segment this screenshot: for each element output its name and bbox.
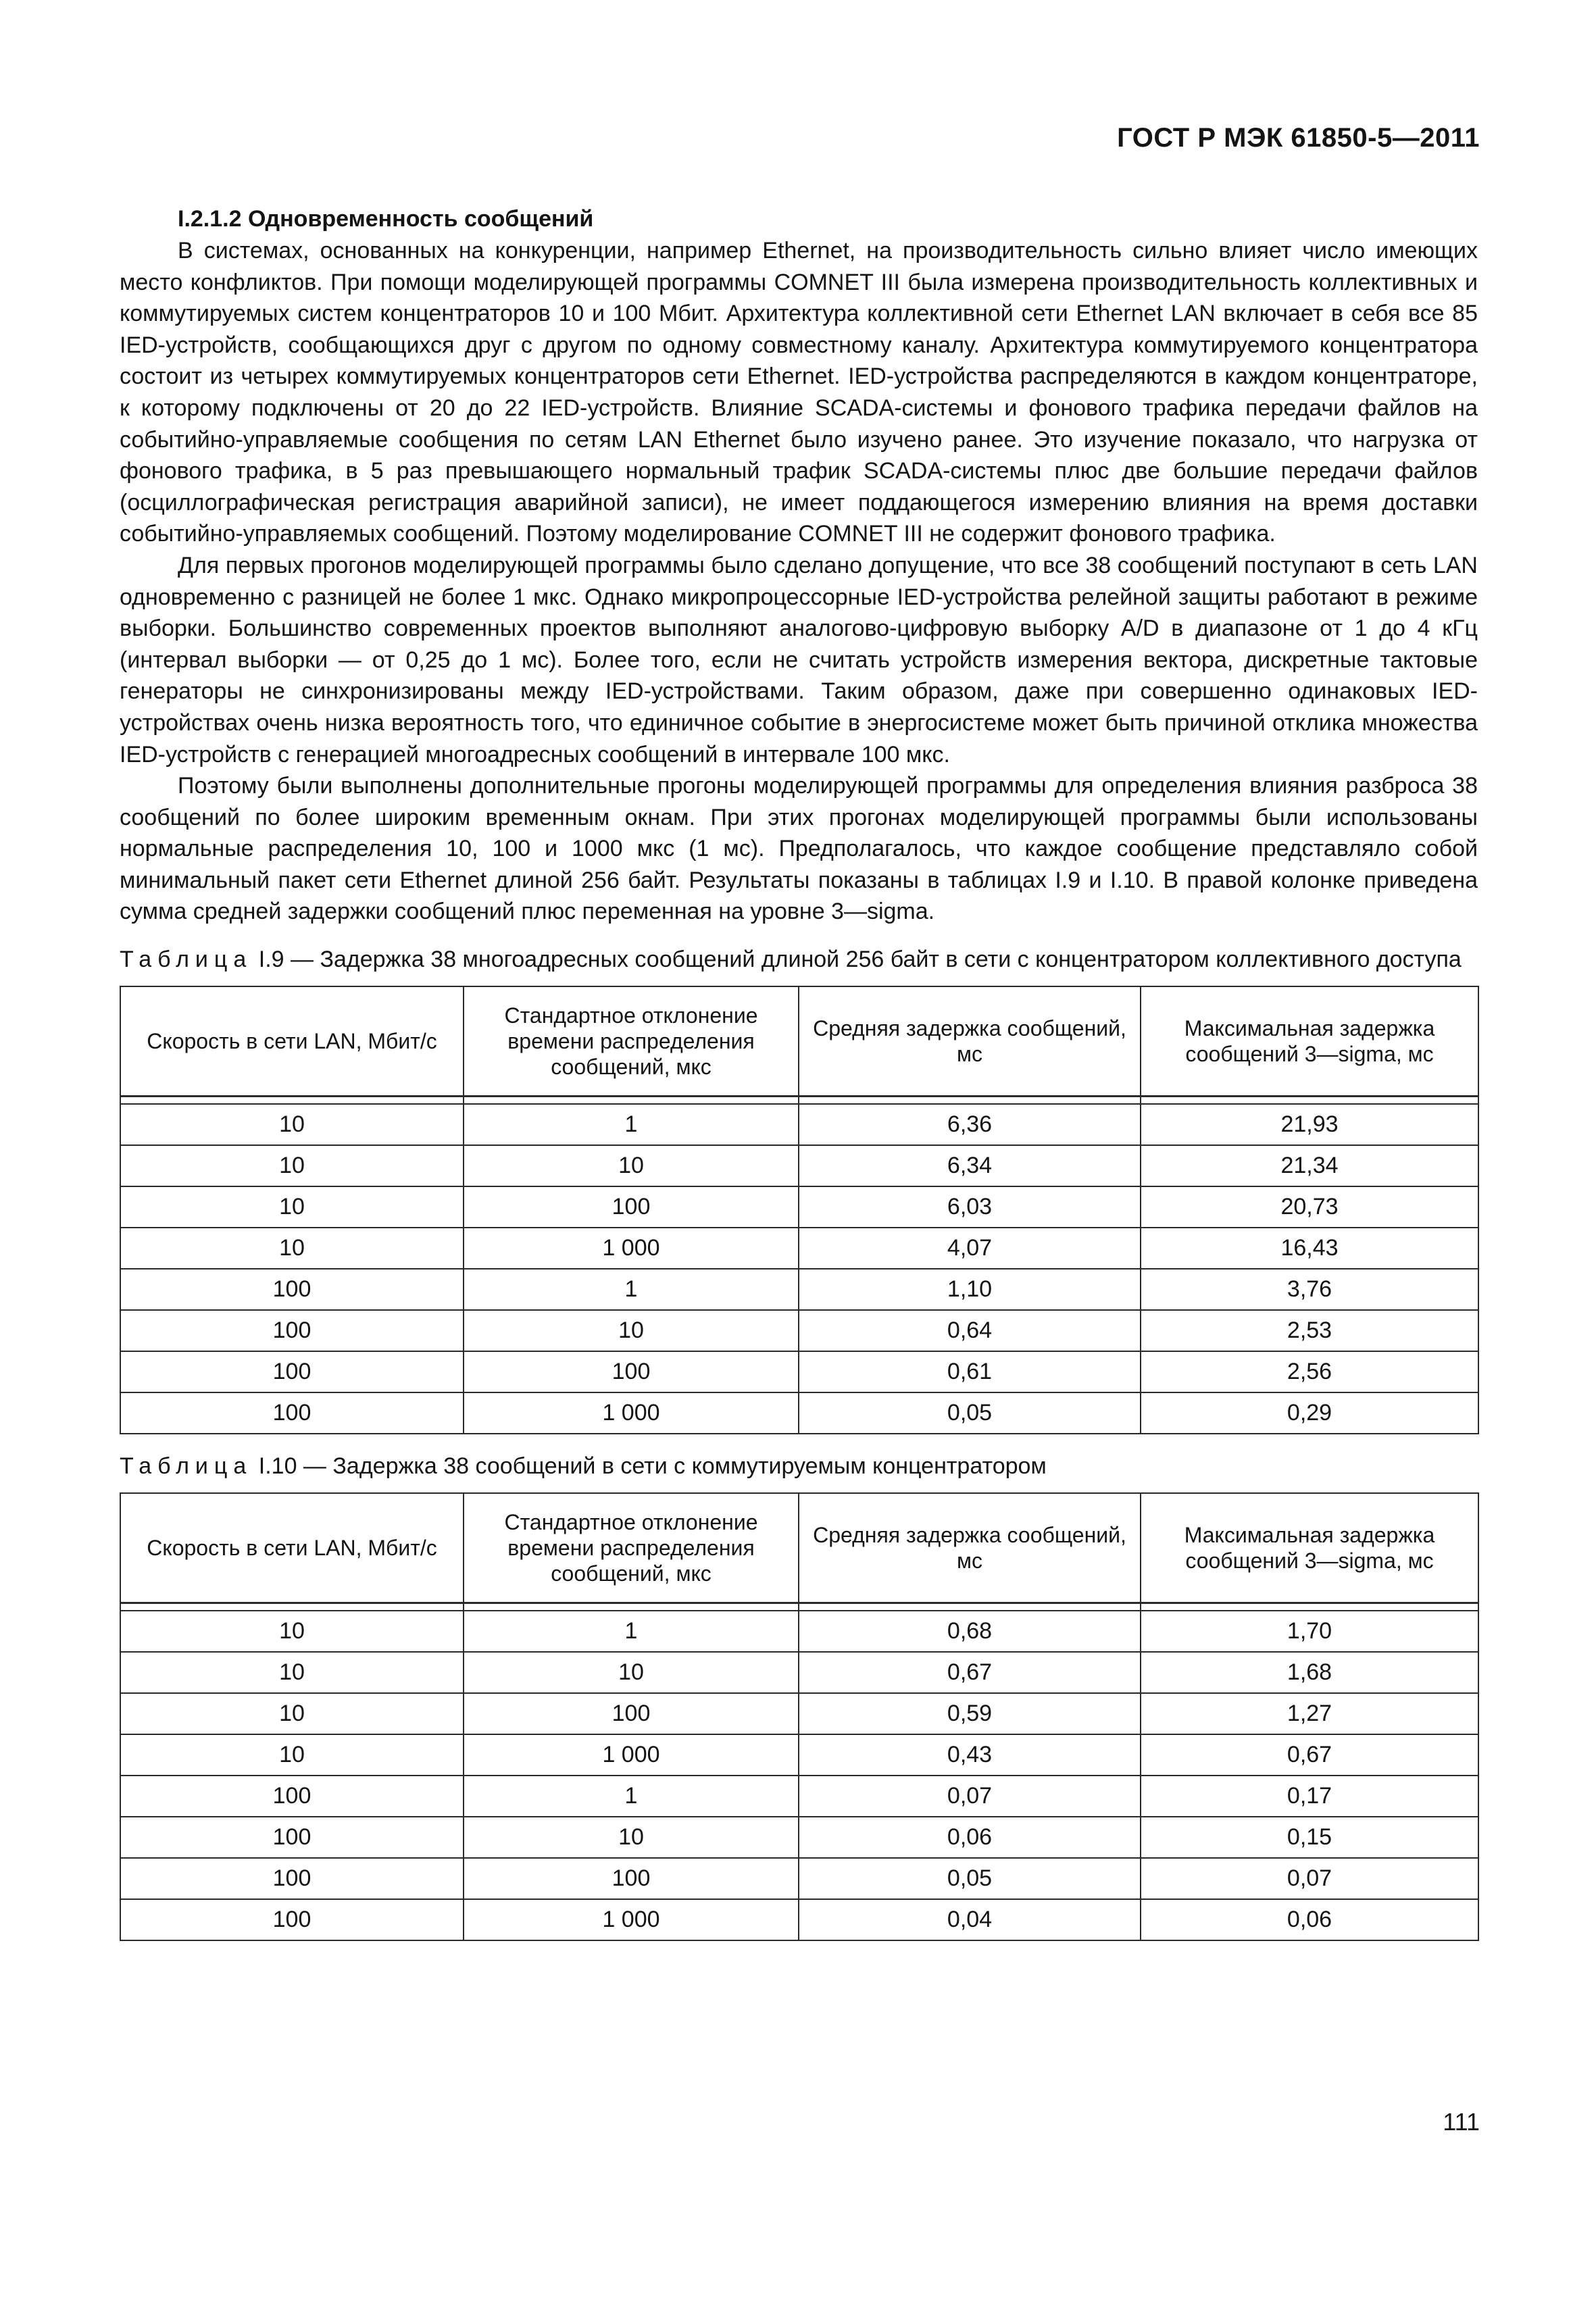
table-cell: 2,56 [1141, 1351, 1478, 1392]
table-cell: 1 [464, 1104, 799, 1145]
table-cell: 100 [120, 1310, 464, 1351]
table-row [120, 1776, 1478, 1817]
table2-header-max-delay: Максимальная задержка сообщений 3—sigma, мс [1141, 1493, 1478, 1603]
table1-caption-text: I.9 — Задержка 38 многоадресных сообщений длиной 256 байт в сети с концентратором коллективного доступа [258, 947, 1462, 973]
table-cell: 0,68 [799, 1611, 1141, 1652]
table-cell: 0,05 [799, 1858, 1141, 1899]
table2-header-stddev: Стандартное отклонение времени распределения сообщений, мкс [464, 1493, 799, 1603]
table-cell: 10 [120, 1652, 464, 1693]
table-cell: 16,43 [1141, 1228, 1478, 1269]
table-row [120, 1104, 1478, 1145]
table2-header-avg-delay: Средняя задержка сообщений, мс [799, 1493, 1141, 1603]
table-cell: 21,93 [1141, 1104, 1478, 1145]
table-cell: 0,06 [1141, 1899, 1478, 1940]
paragraph-1: В системах, основанных на конкуренции, например Ethernet, на производительность сильно влияет число имеющих место конфликтов. При помощи моделирующей программы COMNET III была измерена производительность коллективных и коммутируемых систем концентраторов 10 и 100 Мбит. Архитектура коллективной сети Ethernet LAN включает в себя все 85 IED-устройств, сообщающихся друг с другом по одному совместному каналу. Архитектура коммутируемого концентратора состоит из четырех коммутируемых концентраторов сети Ethernet. IED-устройства распределяются в каждом концентраторе, к которому подключены от 20 до 22 IED-устройств. Влияние SCADA-системы и фонового трафика передачи файлов на событийно-управляемые сообщения по сетям LAN Ethernet было изучено ранее. Это изучение показало, что нагрузка от фонового трафика, в 5 раз превышающего нормальный трафик SCADA-системы плюс две большие передачи файлов (осциллографическая регистрация аварийной записи), не имеет поддающегося измерению влияния на время доставки событийно-управляемых сообщений. Поэтому моделирование COMNET III не содержит фонового трафика. [120, 238, 1478, 547]
table-cell: 6,36 [799, 1104, 1141, 1145]
table-cell: 10 [120, 1693, 464, 1734]
table1-body [120, 1104, 1478, 1434]
table-cell: 10 [464, 1310, 799, 1351]
table-cell: 20,73 [1141, 1186, 1478, 1228]
table2-header-row [120, 1493, 1478, 1603]
paragraph-2: Для первых прогонов моделирующей программы было сделано допущение, что все 38 сообщений поступают в сеть LAN одновременно с разницей не более 1 мкс. Однако микропроцессорные IED-устройства релейной защиты работают в режиме выборки. Большинство современных проектов выполняют аналогово-цифровую выборку A/D в диапазоне от 1 до 4 кГц (интервал выборки — от 0,25 до 1 мс). Более того, если не считать устройств измерения вектора, дискретные тактовые генераторы не синхронизированы между IED-устройствами. Таким образом, даже при совершенно одинаковых IED-устройствах очень низка вероятность того, что единичное событие в энергосистеме может быть причиной отклика множества IED-устройств с генерацией многоадресных сообщений в интервале 100 мкс. [120, 552, 1478, 768]
table2-label: Таблица [120, 1453, 253, 1480]
table-cell: 3,76 [1141, 1269, 1478, 1310]
table2-header-gap [120, 1603, 1478, 1611]
table-cell: 10 [464, 1145, 799, 1186]
table-cell: 6,34 [799, 1145, 1141, 1186]
table2-body [120, 1611, 1478, 1940]
table-cell: 0,17 [1141, 1776, 1478, 1817]
table-cell: 0,05 [799, 1392, 1141, 1434]
table-cell: 10 [464, 1652, 799, 1693]
table-cell: 1,27 [1141, 1693, 1478, 1734]
table-row [120, 1145, 1478, 1186]
table2 [120, 1492, 1479, 1941]
table-cell: 100 [464, 1693, 799, 1734]
table1-caption [120, 944, 1478, 975]
table1-header-gap [120, 1097, 1478, 1105]
table-row [120, 1310, 1478, 1351]
table-cell: 100 [464, 1351, 799, 1392]
table-row [120, 1652, 1478, 1693]
table-cell: 100 [120, 1817, 464, 1858]
table-cell: 1 000 [464, 1228, 799, 1269]
table-cell: 1,68 [1141, 1652, 1478, 1693]
table-cell: 6,03 [799, 1186, 1141, 1228]
table-cell: 0,59 [799, 1693, 1141, 1734]
table-cell: 0,67 [1141, 1734, 1478, 1776]
table-cell: 100 [464, 1186, 799, 1228]
table-cell: 1 000 [464, 1899, 799, 1940]
table-cell: 10 [120, 1734, 464, 1776]
section-title: I.2.1.2 Одновременность сообщений [178, 206, 594, 232]
table-cell: 1 [464, 1611, 799, 1652]
table-cell: 0,61 [799, 1351, 1141, 1392]
table-cell: 0,29 [1141, 1392, 1478, 1434]
table-row [120, 1392, 1478, 1434]
document-header: ГОСТ Р МЭК 61850-5—2011 [1117, 123, 1480, 153]
table-cell: 21,34 [1141, 1145, 1478, 1186]
table-cell: 100 [120, 1269, 464, 1310]
page-number: 111 [1443, 2108, 1480, 2136]
table-cell: 10 [120, 1145, 464, 1186]
table-cell: 1,70 [1141, 1611, 1478, 1652]
table-cell: 1 000 [464, 1392, 799, 1434]
table-cell: 10 [120, 1186, 464, 1228]
table-cell: 10 [120, 1104, 464, 1145]
table-cell: 100 [464, 1858, 799, 1899]
table-row [120, 1734, 1478, 1776]
table-row [120, 1817, 1478, 1858]
table-cell: 4,07 [799, 1228, 1141, 1269]
table-cell: 10 [464, 1817, 799, 1858]
table-cell: 100 [120, 1351, 464, 1392]
table-row [120, 1858, 1478, 1899]
table1-label: Таблица [120, 947, 253, 973]
table-cell: 100 [120, 1776, 464, 1817]
table-cell: 1 [464, 1776, 799, 1817]
table2-header-speed: Скорость в сети LAN, Мбит/с [120, 1493, 464, 1603]
table2-caption [120, 1451, 1478, 1482]
table2-caption-text: I.10 — Задержка 38 сообщений в сети с коммутируемым концентратором [258, 1453, 1047, 1480]
table-cell: 0,67 [799, 1652, 1141, 1693]
table-cell: 0,64 [799, 1310, 1141, 1351]
table-cell: 0,43 [799, 1734, 1141, 1776]
table-row [120, 1693, 1478, 1734]
table-row [120, 1269, 1478, 1310]
table-cell: 10 [120, 1228, 464, 1269]
table-cell: 1 000 [464, 1734, 799, 1776]
table-cell: 2,53 [1141, 1310, 1478, 1351]
table-cell: 10 [120, 1611, 464, 1652]
table1-header-speed: Скорость в сети LAN, Мбит/с [120, 986, 464, 1097]
table-cell: 100 [120, 1858, 464, 1899]
table-cell: 0,15 [1141, 1817, 1478, 1858]
table-row [120, 1186, 1478, 1228]
table-cell: 100 [120, 1392, 464, 1434]
table-row [120, 1228, 1478, 1269]
table-row [120, 1899, 1478, 1940]
table-cell: 0,07 [799, 1776, 1141, 1817]
table-cell: 0,06 [799, 1817, 1141, 1858]
table-cell: 100 [120, 1899, 464, 1940]
table1-header-max-delay: Максимальная задержка сообщений 3—sigma, мс [1141, 986, 1478, 1097]
paragraph-3: Поэтому были выполнены дополнительные прогоны моделирующей программы для определения влияния разброса 38 сообщений по более широким временным окнам. При этих прогонах моделирующей программы были использованы нормальные распределения 10, 100 и 1000 мкс (1 мс). Предполагалось, что каждое сообщение представляло собой минимальный пакет сети Ethernet длиной 256 байт. Результаты показаны в таблицах I.9 и I.10. В правой колонке приведена сумма средней задержки сообщений плюс переменная на уровне 3—sigma. [120, 773, 1478, 925]
table1-header-avg-delay: Средняя задержка сообщений, мс [799, 986, 1141, 1097]
table-cell: 1 [464, 1269, 799, 1310]
table1-header-stddev: Стандартное отклонение времени распределения сообщений, мкс [464, 986, 799, 1097]
table1-header-row [120, 986, 1478, 1097]
table-cell: 0,04 [799, 1899, 1141, 1940]
table-row [120, 1351, 1478, 1392]
table-cell: 0,07 [1141, 1858, 1478, 1899]
table-cell: 1,10 [799, 1269, 1141, 1310]
table1 [120, 986, 1479, 1434]
page-content [120, 203, 1478, 1941]
table-row [120, 1611, 1478, 1652]
